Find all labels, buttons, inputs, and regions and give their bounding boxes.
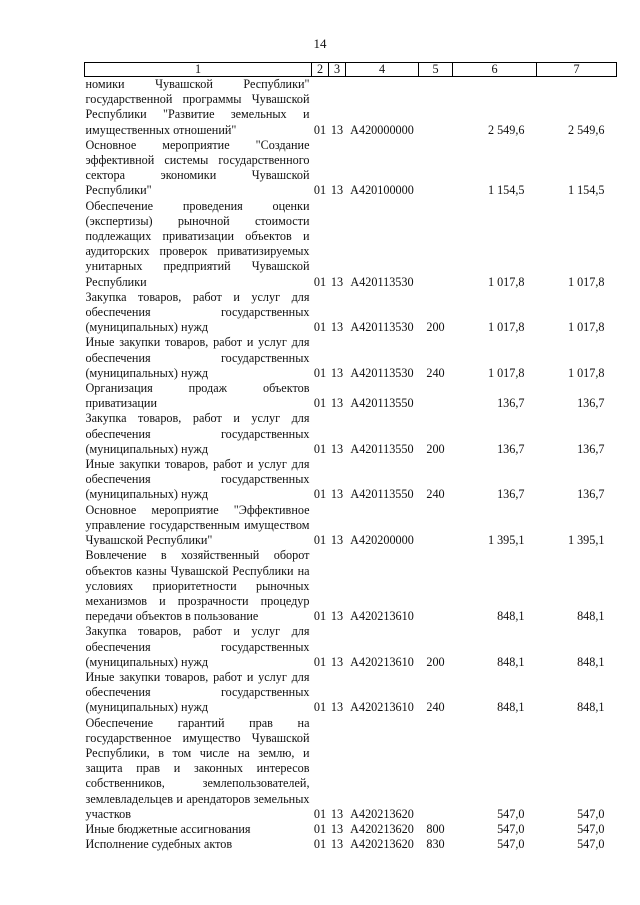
row-subsection: 13 bbox=[330, 609, 344, 624]
row-expense-type: 200 bbox=[426, 441, 445, 456]
row-description: Иные закупки товаров, работ и услуг для обеспечения государственных (муниципальных) нужд bbox=[85, 335, 310, 380]
row-amount-1: 547,0 bbox=[497, 806, 525, 821]
row-description: Иные закупки товаров, работ и услуг для обеспечения государственных (муниципальных) нужд bbox=[85, 669, 310, 715]
row-subsection: 13 bbox=[330, 700, 344, 715]
header-col-4: 4 bbox=[346, 63, 419, 77]
row-description: Закупка товаров, работ и услуг для обеспечения государственных (муниципальных) нужд bbox=[85, 289, 310, 335]
row-amount-2: 1 017,8 bbox=[567, 320, 605, 335]
row-amount-1: 1 017,8 bbox=[487, 320, 525, 335]
row-section: 01 bbox=[313, 654, 327, 669]
row-section: 01 bbox=[313, 441, 327, 456]
row-subsection: 13 bbox=[330, 396, 344, 411]
row-expense-type: 240 bbox=[426, 487, 445, 502]
row-description: Обеспечение гарантий прав на государственное имущество Чувашской Республики, в том числе на землю, и защита прав и законных интересов собственников, землепользователей, землевладельцев и арендаторов земельных участков bbox=[85, 715, 310, 821]
header-col-5: 5 bbox=[419, 63, 453, 77]
row-subsection: 13 bbox=[330, 320, 344, 335]
header-col-3: 3 bbox=[329, 63, 346, 77]
row-subsection: 13 bbox=[330, 183, 344, 198]
row-target-article: А420213620 bbox=[350, 821, 414, 836]
row-description: Иные закупки товаров, работ и услуг для обеспечения государственных (муниципальных) нужд bbox=[85, 457, 310, 502]
header-col-7: 7 bbox=[537, 63, 617, 77]
row-amount-1: 848,1 bbox=[497, 700, 525, 715]
row-subsection: 13 bbox=[330, 365, 344, 380]
table-row bbox=[85, 411, 617, 457]
row-expense-type: 800 bbox=[426, 821, 445, 836]
row-target-article: А420113530 bbox=[350, 320, 414, 335]
row-description: номики Чувашской Республики" государственной программы Чувашской Республики "Развитие земельных и имущественных отношений" bbox=[85, 77, 310, 137]
row-expense-type bbox=[419, 503, 453, 549]
row-section: 01 bbox=[313, 806, 327, 821]
row-description: Основное мероприятие "Эффективное управление государственным имуществом Чувашской Республики" bbox=[85, 502, 310, 548]
row-expense-type: 200 bbox=[426, 654, 445, 669]
row-amount-2: 1 395,1 bbox=[567, 533, 605, 548]
row-amount-2: 136,7 bbox=[577, 396, 605, 411]
row-amount-1: 848,1 bbox=[497, 609, 525, 624]
row-amount-2: 848,1 bbox=[577, 609, 605, 624]
row-amount-1: 136,7 bbox=[497, 487, 525, 502]
row-amount-1: 547,0 bbox=[497, 837, 525, 852]
row-target-article: А420113530 bbox=[350, 365, 414, 380]
row-expense-type: 830 bbox=[426, 837, 445, 852]
row-subsection: 13 bbox=[330, 274, 344, 289]
row-subsection: 13 bbox=[330, 122, 344, 137]
row-expense-type: 200 bbox=[426, 320, 445, 335]
row-subsection: 13 bbox=[330, 487, 344, 502]
table-row bbox=[85, 670, 617, 716]
row-subsection: 13 bbox=[330, 806, 344, 821]
row-expense-type bbox=[419, 199, 453, 290]
row-target-article: А420213610 bbox=[350, 654, 414, 669]
row-target-article: А420113550 bbox=[350, 441, 414, 456]
table-row bbox=[85, 837, 617, 852]
row-expense-type bbox=[419, 381, 453, 411]
table-row bbox=[85, 503, 617, 549]
row-description: Исполнение судебных актов bbox=[85, 837, 233, 852]
row-amount-2: 547,0 bbox=[577, 806, 605, 821]
page-number: 14 bbox=[313, 36, 327, 51]
row-subsection: 13 bbox=[330, 654, 344, 669]
row-target-article: А420213610 bbox=[350, 609, 414, 624]
table-row bbox=[85, 548, 617, 624]
row-section: 01 bbox=[313, 837, 327, 852]
row-expense-type: 240 bbox=[426, 365, 445, 380]
row-subsection: 13 bbox=[330, 837, 344, 852]
row-section: 01 bbox=[313, 183, 327, 198]
row-target-article: А420113550 bbox=[350, 396, 414, 411]
row-amount-2: 1 017,8 bbox=[567, 365, 605, 380]
row-description: Вовлечение в хозяйственный оборот объектов казны Чувашской Республики на условиях приоритетности рыночных механизмов и прозрачности процедур передачи объектов в пользование bbox=[85, 548, 310, 624]
row-amount-2: 848,1 bbox=[577, 700, 605, 715]
row-subsection: 13 bbox=[330, 821, 344, 836]
table-row bbox=[85, 381, 617, 411]
row-expense-type bbox=[419, 77, 453, 138]
row-target-article: А420213620 bbox=[350, 837, 414, 852]
row-target-article: А420200000 bbox=[350, 533, 414, 548]
budget-table bbox=[84, 62, 617, 852]
table-header-row bbox=[85, 63, 617, 77]
row-amount-2: 848,1 bbox=[577, 654, 605, 669]
row-section: 01 bbox=[313, 365, 327, 380]
row-target-article: А420113530 bbox=[350, 274, 414, 289]
row-amount-1: 1 395,1 bbox=[487, 533, 525, 548]
row-target-article: А420000000 bbox=[350, 122, 414, 137]
row-description: Обеспечение проведения оценки (экспертизы) рыночной стоимости подлежащих приватизации объектов и аудиторских проверок приватизируемых унитарных предприятий Чувашской Республики bbox=[85, 198, 310, 289]
row-amount-2: 1 017,8 bbox=[567, 274, 605, 289]
header-col-2: 2 bbox=[312, 63, 329, 77]
row-section: 01 bbox=[313, 487, 327, 502]
row-amount-1: 1 017,8 bbox=[487, 365, 525, 380]
row-section: 01 bbox=[313, 274, 327, 289]
row-amount-1: 1 154,5 bbox=[487, 183, 525, 198]
row-expense-type: 240 bbox=[426, 700, 445, 715]
row-description: Организация продаж объектов приватизации bbox=[85, 381, 310, 411]
row-amount-1: 2 549,6 bbox=[487, 122, 525, 137]
row-section: 01 bbox=[313, 122, 327, 137]
row-amount-2: 136,7 bbox=[577, 441, 605, 456]
header-col-1: 1 bbox=[85, 63, 312, 77]
row-section: 01 bbox=[313, 700, 327, 715]
row-target-article: А420113550 bbox=[350, 487, 414, 502]
row-expense-type bbox=[419, 548, 453, 624]
row-target-article: А420213610 bbox=[350, 700, 414, 715]
row-amount-1: 547,0 bbox=[497, 821, 525, 836]
row-subsection: 13 bbox=[330, 441, 344, 456]
header-col-6: 6 bbox=[453, 63, 537, 77]
table-row bbox=[85, 138, 617, 199]
row-amount-2: 547,0 bbox=[577, 821, 605, 836]
table-row bbox=[85, 716, 617, 822]
row-description: Основное мероприятие "Создание эффективной системы государственного сектора экономики Чувашской Республики" bbox=[85, 137, 310, 198]
row-amount-1: 1 017,8 bbox=[487, 274, 525, 289]
row-description: Иные бюджетные ассигнования bbox=[85, 821, 251, 836]
row-amount-2: 547,0 bbox=[577, 837, 605, 852]
table-row bbox=[85, 335, 617, 381]
row-target-article: А420213620 bbox=[350, 806, 414, 821]
row-amount-2: 136,7 bbox=[577, 487, 605, 502]
row-amount-1: 136,7 bbox=[497, 441, 525, 456]
row-amount-1: 136,7 bbox=[497, 396, 525, 411]
row-description: Закупка товаров, работ и услуг для обеспечения государственных (муниципальных) нужд bbox=[85, 624, 310, 669]
row-section: 01 bbox=[313, 533, 327, 548]
table-row bbox=[85, 624, 617, 670]
row-section: 01 bbox=[313, 821, 327, 836]
row-expense-type bbox=[419, 138, 453, 199]
row-section: 01 bbox=[313, 320, 327, 335]
table-row bbox=[85, 290, 617, 336]
row-amount-2: 1 154,5 bbox=[567, 183, 605, 198]
table-row bbox=[85, 77, 617, 138]
table-row bbox=[85, 457, 617, 503]
row-description: Закупка товаров, работ и услуг для обеспечения государственных (муниципальных) нужд bbox=[85, 411, 310, 456]
row-expense-type bbox=[419, 716, 453, 822]
row-section: 01 bbox=[313, 396, 327, 411]
row-subsection: 13 bbox=[330, 533, 344, 548]
row-amount-2: 2 549,6 bbox=[567, 122, 605, 137]
table-row bbox=[85, 199, 617, 290]
table-row bbox=[85, 822, 617, 837]
row-section: 01 bbox=[313, 609, 327, 624]
row-target-article: А420100000 bbox=[350, 183, 414, 198]
row-amount-1: 848,1 bbox=[497, 654, 525, 669]
